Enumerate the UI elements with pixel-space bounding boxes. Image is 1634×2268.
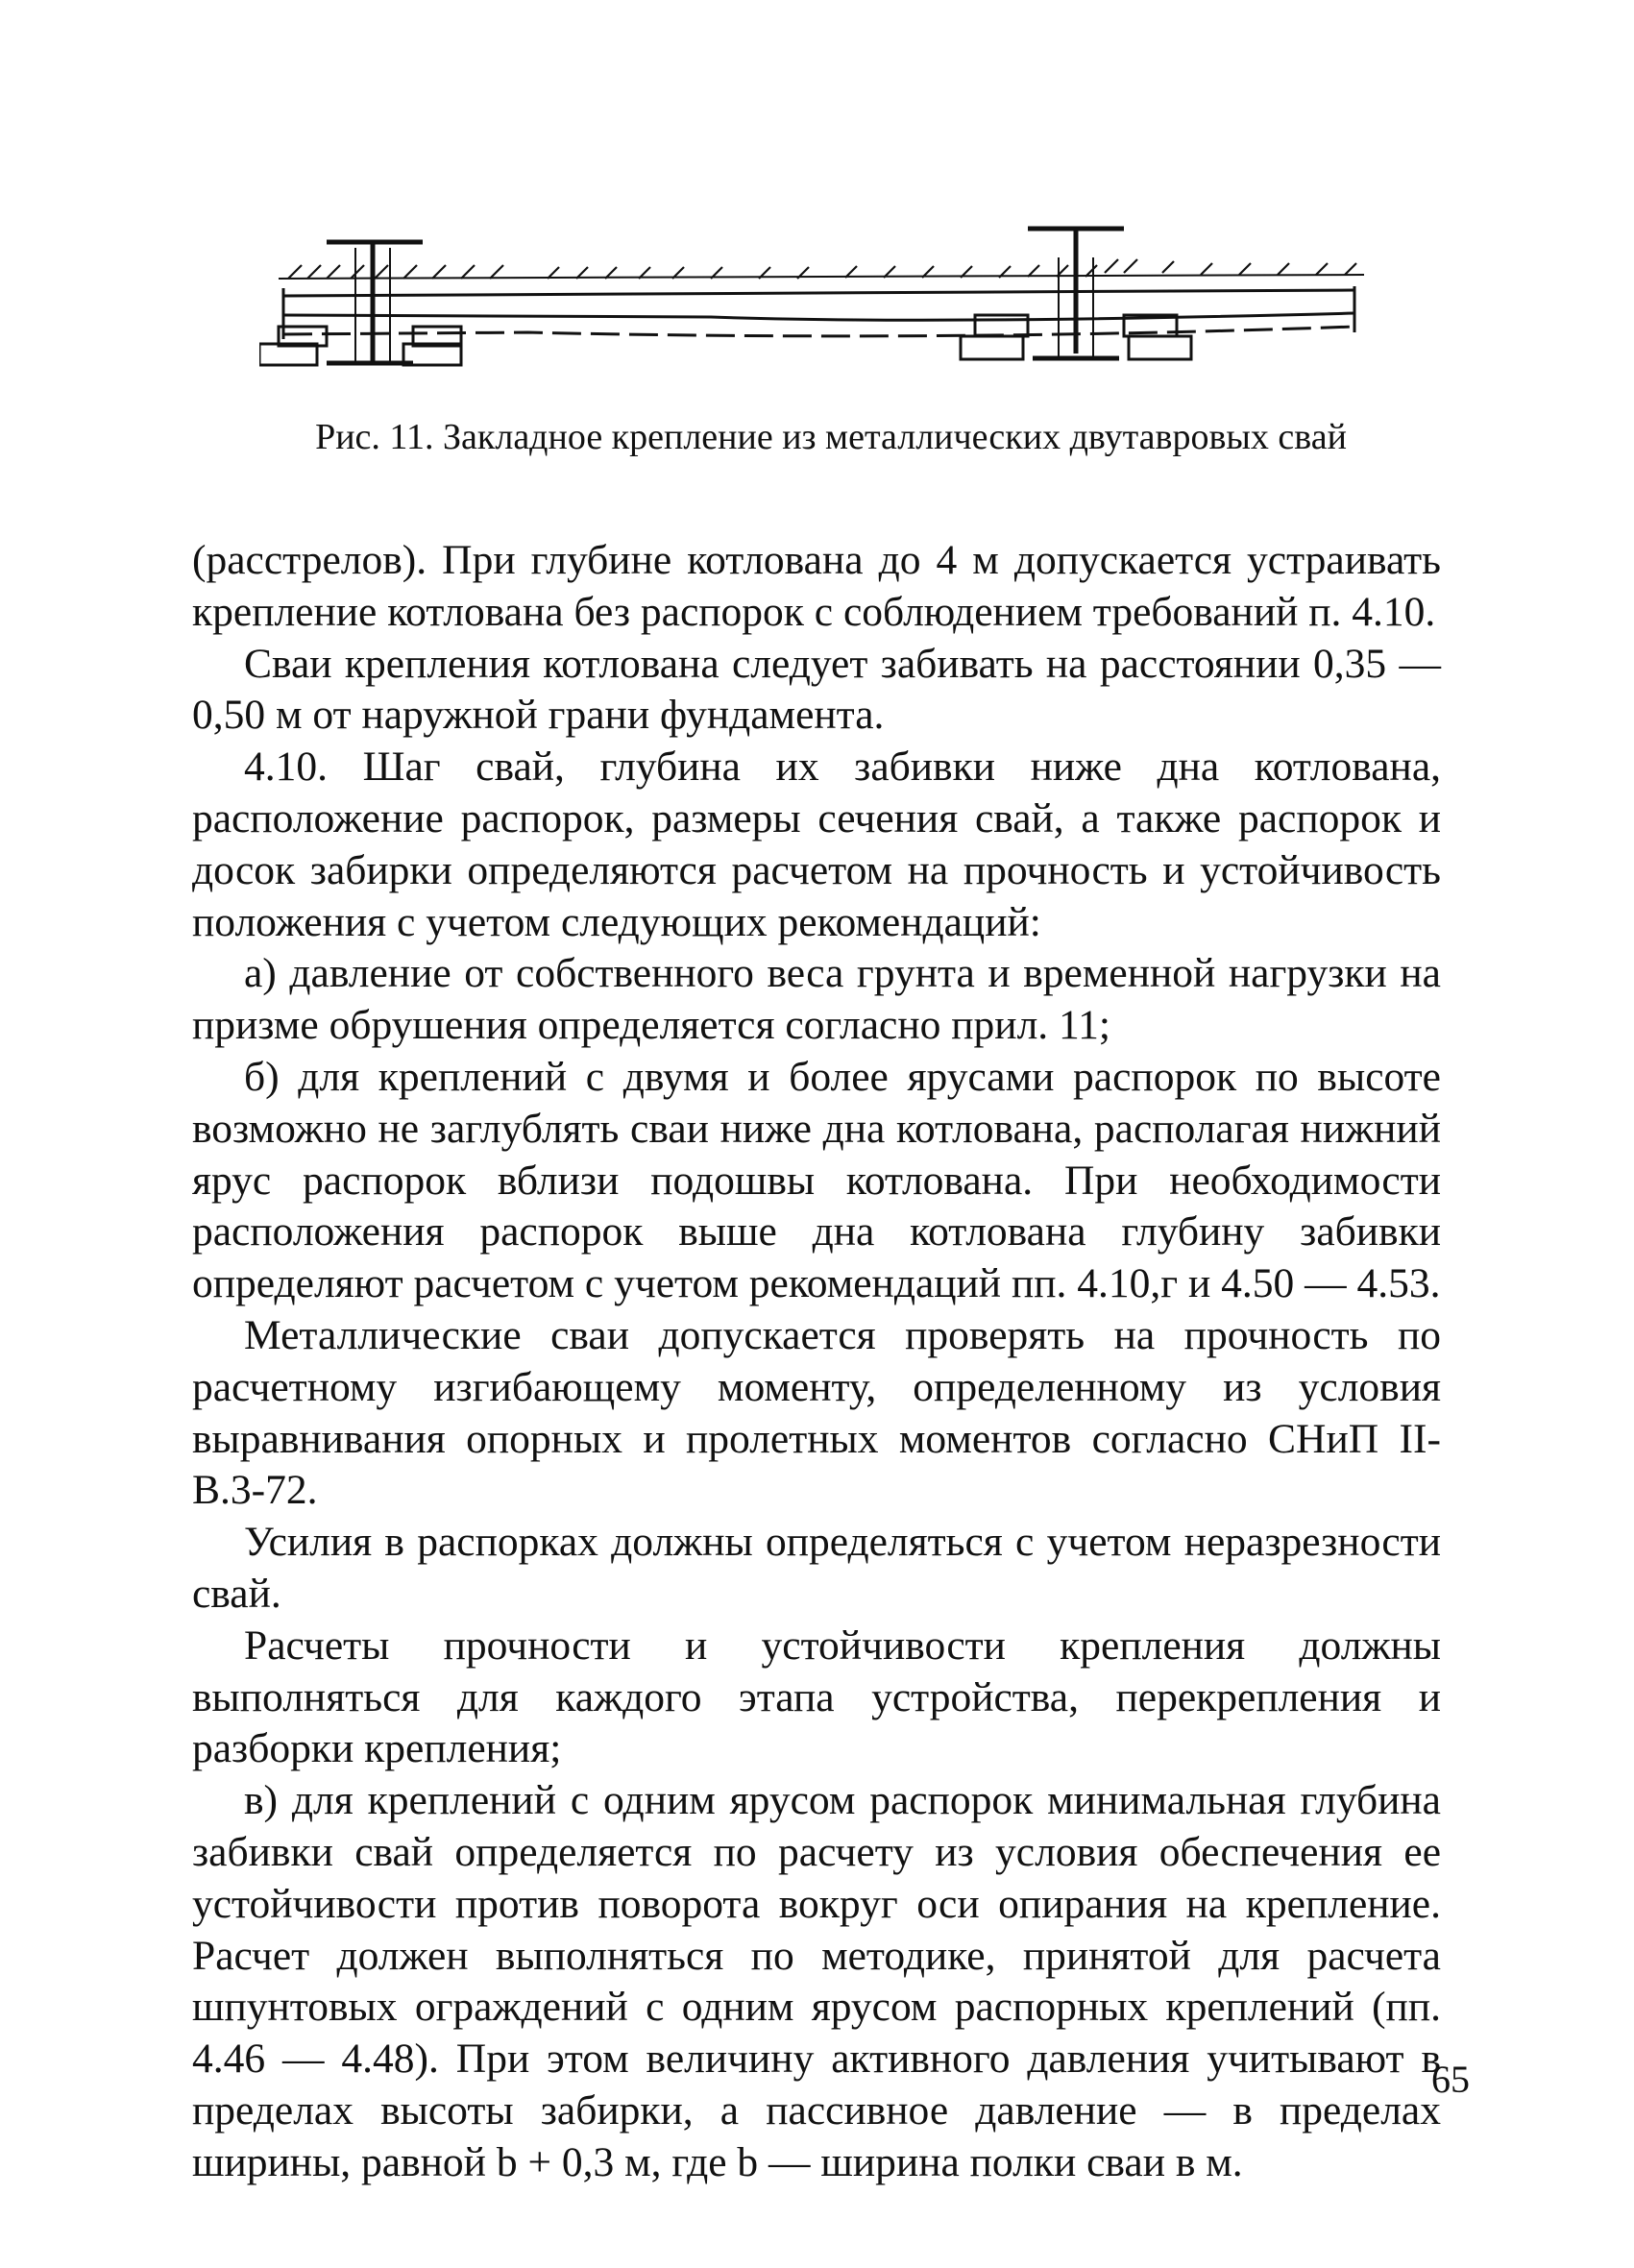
paragraph-9: в) для креплений с одним ярусом распорок минимальная глубина забивки свай определяется по расчету из условия обеспечения ее устойчивости против поворота вокруг оси опирания на крепление. Расчет должен выполняться по методике, принятой для расчета шпунтовых ограждений с одним ярусом распорных креплений (пп. 4.46 — 4.48). При этом величину активного давления учитывают в пределах высоты забирки, а пассивное давление — в пределах ширины, равной b + 0,3 м, где b — ширина полки сваи в м. [192,1777,1441,2185]
body-text [192,535,1441,2189]
paragraph-8: Расчеты прочности и устойчивости крепления должны выполняться для каждого этапа устройства, перекрепления и разборки крепления; [192,1622,1441,1772]
shoring-drawing [259,219,1378,384]
figure-11-pile-shoring-diagram [259,219,1378,384]
paragraph-1: (расстрелов). При глубине котлована до 4 м допускается устраивать крепление котлована без распорок с соблюдением требований п. 4.10. [192,537,1441,635]
paragraph-4: а) давление от собственного веса грунта и временной нагрузки на призме обрушения определяется согласно прил. 11; [192,950,1441,1049]
figure-caption: Рис. 11. Закладное крепление из металлических двутавровых свай [315,417,1347,457]
paragraph-3: 4.10. Шаг свай, глубина их забивки ниже дна котлована, расположение распорок, размеры сечения свай, а также распорок и досок забирки определяются расчетом на прочность и устойчивость положения с учетом следующих рекомендаций: [192,744,1441,945]
paragraph-2: Сваи крепления котлована следует забивать на расстоянии 0,35 — 0,50 м от наружной грани фундамента. [192,640,1441,739]
paragraph-7: Усилия в распорках должны определяться с учетом неразрезности свай. [192,1519,1441,1617]
paragraph-5: б) для креплений с двумя и более ярусами распорок по высоте возможно не заглублять сваи ниже дна котлована, располагая нижний ярус распорок вблизи подошвы котлована. При необходимости расположения распорок выше дна котлована глубину забивки определяют расчетом с учетом рекомендаций пп. 4.10,г и 4.50 — 4.53. [192,1053,1441,1307]
page-number: 65 [1431,2058,1470,2101]
paragraph-6: Металлические сваи допускается проверять на прочность по расчетному изгибающему моменту, определенному из условия выравнивания опорных и пролетных моментов согласно СНиП II-В.3-72. [192,1311,1441,1514]
